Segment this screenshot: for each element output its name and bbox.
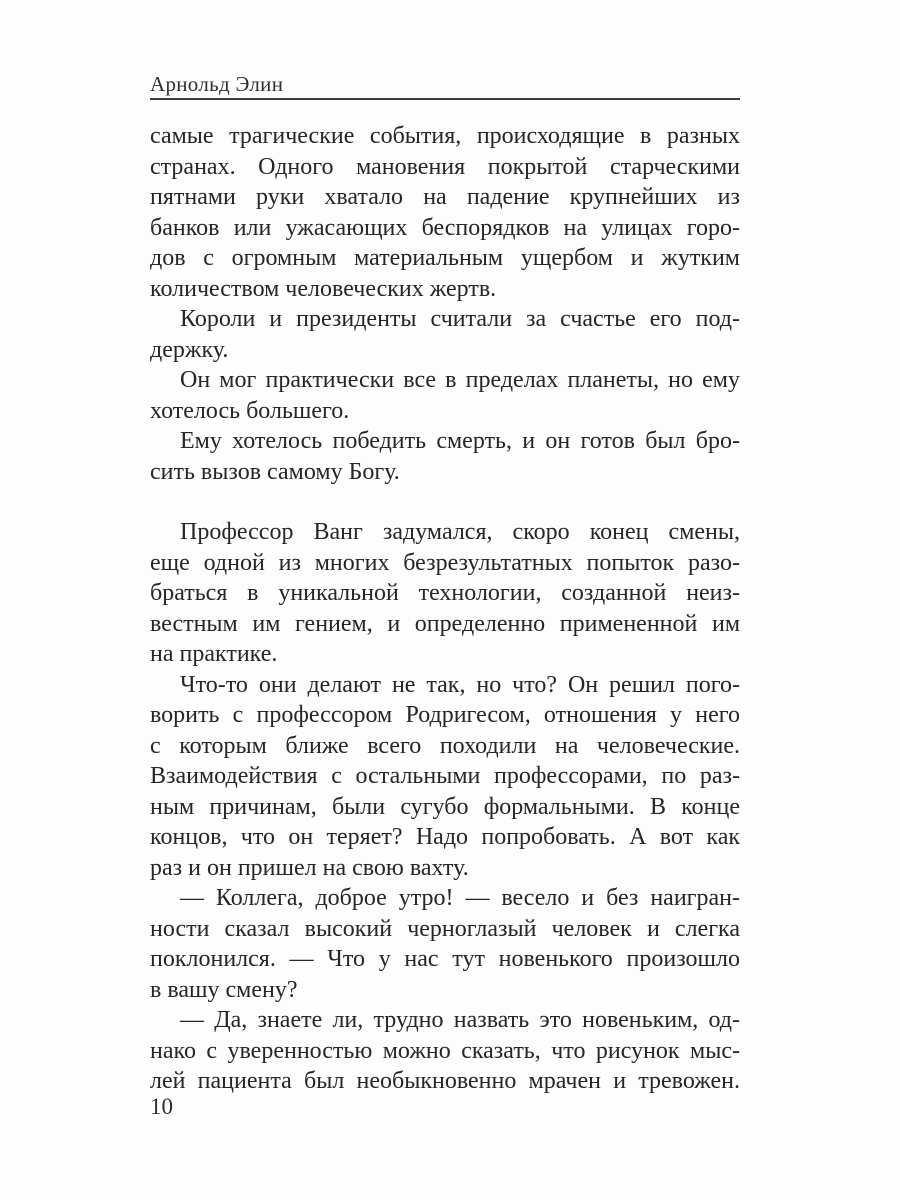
text-line: банков или ужасающих беспорядков на улицах горо- <box>150 214 740 241</box>
paragraph <box>150 517 740 670</box>
paragraph <box>150 121 740 304</box>
text-line: еще одной из многих безрезультатных попыток разо- <box>150 549 740 576</box>
text-line: в вашу смену? <box>150 976 298 1003</box>
paragraph <box>150 304 740 365</box>
page-body-text <box>150 121 740 1097</box>
header-rule <box>150 98 740 100</box>
paragraph <box>150 426 740 487</box>
text-line: лей пациента был необыкновенно мрачен и тревожен. <box>150 1068 740 1094</box>
paragraph <box>150 365 740 426</box>
text-line: Ему хотелось победить смерть, и он готов был бро- <box>180 428 740 454</box>
paragraph <box>150 883 740 1005</box>
text-line: количеством человеческих жертв. <box>150 275 497 302</box>
text-line: нако с уверенностью можно сказать, что рисунок мыс- <box>150 1037 740 1064</box>
text-line: пятнами руки хватало на падение крупнейших из <box>150 184 740 210</box>
text-line: браться в уникальной технологии, созданной неиз- <box>150 580 740 606</box>
text-line: — Да, знаете ли, трудно назвать это новеньким, од- <box>180 1007 740 1033</box>
text-line: ным причинам, были сугубо формальными. В конце <box>150 793 740 820</box>
paragraph <box>150 670 740 884</box>
running-header: Арнольд Элин <box>150 72 284 96</box>
paragraph <box>150 1005 740 1097</box>
text-line: ности сказал высокий черноглазый человек и слегка <box>150 915 740 942</box>
text-line: Он мог практически все в пределах планеты, но ему <box>180 367 740 393</box>
text-line: дов с огромным материальным ущербом и жутким <box>150 245 740 271</box>
text-line: ворить с профессором Родригесом, отношения у него <box>150 702 740 728</box>
text-line: — Коллега, доброе утро! — весело и без наигран- <box>180 885 740 911</box>
text-line: сить вызов самому Богу. <box>150 458 400 485</box>
page-number: 10 <box>150 1094 173 1119</box>
text-line: самые трагические события, происходящие в разных <box>150 123 740 149</box>
text-line: Короли и президенты считали за счастье его под- <box>180 306 740 332</box>
text-line: Что-то они делают не так, но что? Он решил пого- <box>180 671 740 698</box>
text-line: концов, что он теряет? Надо попробовать. А вот как <box>150 824 740 850</box>
text-line: Взаимодействия с остальными профессорами, по раз- <box>150 763 740 789</box>
text-line: вестным им гением, и определенно примененной им <box>150 610 740 637</box>
text-line: держку. <box>150 336 229 363</box>
text-line: хотелось большего. <box>150 397 350 424</box>
text-line: странах. Одного мановения покрытой старческими <box>150 153 740 180</box>
text-line: на практике. <box>150 641 278 667</box>
text-line: Профессор Ванг задумался, скоро конец смены, <box>180 519 740 545</box>
text-line: раз и он пришел на свою вахту. <box>150 854 469 881</box>
text-line: с которым ближе всего походили на человеческие. <box>150 732 740 759</box>
text-line: поклонился. — Что у нас тут новенького произошло <box>150 946 740 972</box>
